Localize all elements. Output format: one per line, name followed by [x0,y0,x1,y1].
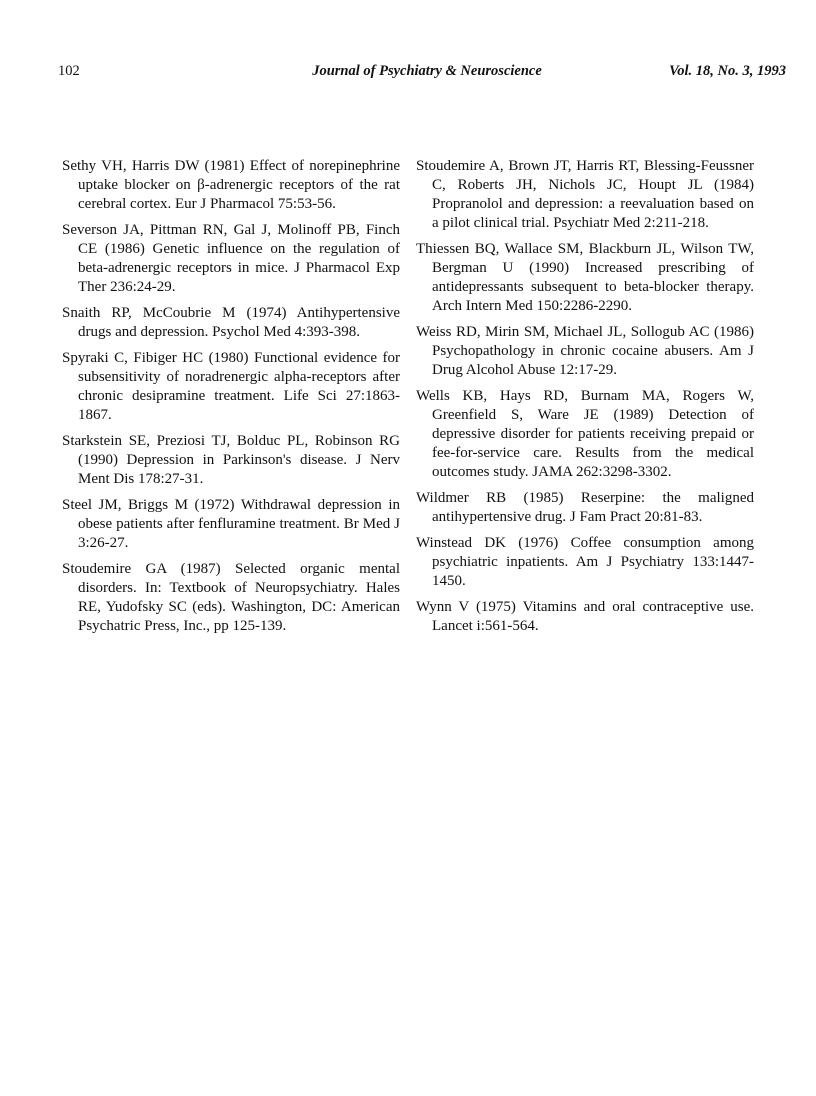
page-header [58,63,786,85]
reference-entry: Winstead DK (1976) Coffee consumption among psychiatric inpatients. Am J Psychiatry 133:1447-1450. [416,535,754,589]
reference-entry: Stoudemire GA (1987) Selected organic mental disorders. In: Textbook of Neuropsychiatry. Hales RE, Yudofsky SC (eds). Washington, DC: American Psychatric Press, Inc., pp 125-139. [62,561,400,634]
reference-entry: Wildmer RB (1985) Reserpine: the maligned antihypertensive drug. J Fam Pract 20:81-83. [416,490,754,525]
journal-title: Journal of Psychiatry & Neuroscience [312,63,542,79]
page-number: 102 [58,63,80,79]
reference-entry: Steel JM, Briggs M (1972) Withdrawal depression in obese patients after fenfluramine treatment. Br Med J 3:26-27. [62,497,400,551]
reference-entry: Snaith RP, McCoubrie M (1974) Antihypertensive drugs and depression. Psychol Med 4:393-398. [62,305,400,340]
reference-entry: Sethy VH, Harris DW (1981) Effect of norepinephrine uptake blocker on β-adrenergic receptors of the rat cerebral cortex. Eur J Pharmacol 75:53-56. [62,158,400,212]
references-right-column [416,157,754,643]
reference-entry: Stoudemire A, Brown JT, Harris RT, Blessing-Feussner C, Roberts JH, Nichols JC, Houpt JL (1984) Propranolol and depression: a reevaluation based on a pilot clinical trial. Psychiatr Med 2:211-218. [416,158,754,231]
reference-entry: Thiessen BQ, Wallace SM, Blackburn JL, Wilson TW, Bergman U (1990) Increased prescribing of antidepressants subsequent to beta-blocker therapy. Arch Intern Med 150:2286-2290. [416,241,754,314]
reference-entry: Spyraki C, Fibiger HC (1980) Functional evidence for subsensitivity of noradrenergic alpha-receptors after chronic desipramine treatment. Life Sci 27:1863-1867. [62,350,400,423]
reference-entry: Starkstein SE, Preziosi TJ, Bolduc PL, Robinson RG (1990) Depression in Parkinson's disease. J Nerv Ment Dis 178:27-31. [62,433,400,487]
references-left-column [62,157,400,643]
volume-info: Vol. 18, No. 3, 1993 [669,63,786,79]
reference-entry: Wynn V (1975) Vitamins and oral contraceptive use. Lancet i:561-564. [416,599,754,634]
reference-entry: Severson JA, Pittman RN, Gal J, Molinoff PB, Finch CE (1986) Genetic influence on the regulation of beta-adrenergic receptors in mice. J Pharmacol Exp Ther 236:24-29. [62,222,400,295]
reference-entry: Weiss RD, Mirin SM, Michael JL, Sollogub AC (1986) Psychopathology in chronic cocaine abusers. Am J Drug Alcohol Abuse 12:17-29. [416,324,754,378]
reference-entry: Wells KB, Hays RD, Burnam MA, Rogers W, Greenfield S, Ware JE (1989) Detection of depressive disorder for patients receiving prepaid or fee-for-service care. Results from the medical outcomes study. JAMA 262:3298-3302. [416,388,754,480]
